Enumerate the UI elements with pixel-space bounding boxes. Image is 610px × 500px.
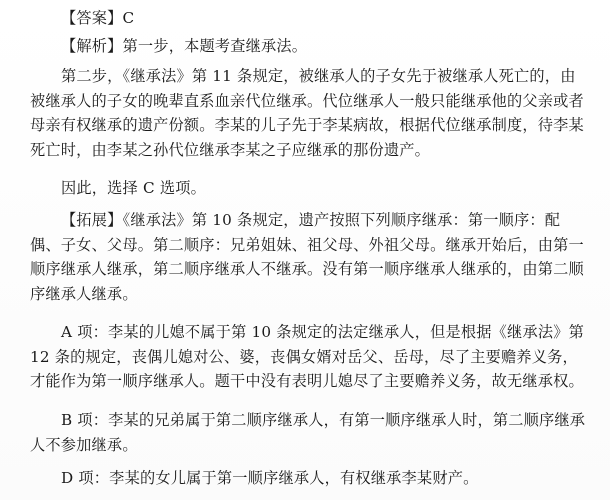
step2-paragraph: 第二步，《继承法》第 11 条规定，被继承人的子女先于被继承人死亡的，由被继承人的子女的晚辈直系血亲代位继承。代位继承人一般只能继承他的父亲或者母亲有权继承的遗产份额。李某的儿子先于李某病故，根据代位继承制度，待李某死亡时，由李某之孙代位继承李某之子应继承的那份遗产。	[30, 67, 584, 159]
option-d-paragraph: D 项：李某的女儿属于第一顺序继承人，有权继承李某财产。	[61, 469, 479, 487]
option-b-paragraph: B 项：李某的兄弟属于第二顺序继承人，有第一顺序继承人时，第二顺序继承人不参加继承。	[30, 411, 586, 454]
analysis-line: 【解析】第一步，本题考查继承法。	[61, 37, 308, 55]
option-a-paragraph: A 项：李某的儿媳不属于第 10 条规定的法定继承人，但是根据《继承法》第 12 条的规定，丧偶儿媳对公、婆，丧偶女婿对岳父、岳母，尽了主要赡养义务，才能作为第一顺序继承人。题干中没有表明儿媳尽了主要赡养义务，故无继承权。	[30, 323, 584, 390]
conclusion-line: 因此，选择 C 选项。	[61, 179, 206, 197]
answer-line: 【答案】C	[61, 9, 135, 27]
expansion-paragraph: 【拓展】《继承法》第 10 条规定，遗产按照下列顺序继承：第一顺序：配偶、子女、父母。第二顺序：兄弟姐妹、祖父母、外祖父母。继承开始后，由第一顺序继承人继承，第二顺序继承人不继承。没有第一顺序继承人继承的，由第二顺序继承人继承。	[30, 211, 584, 303]
